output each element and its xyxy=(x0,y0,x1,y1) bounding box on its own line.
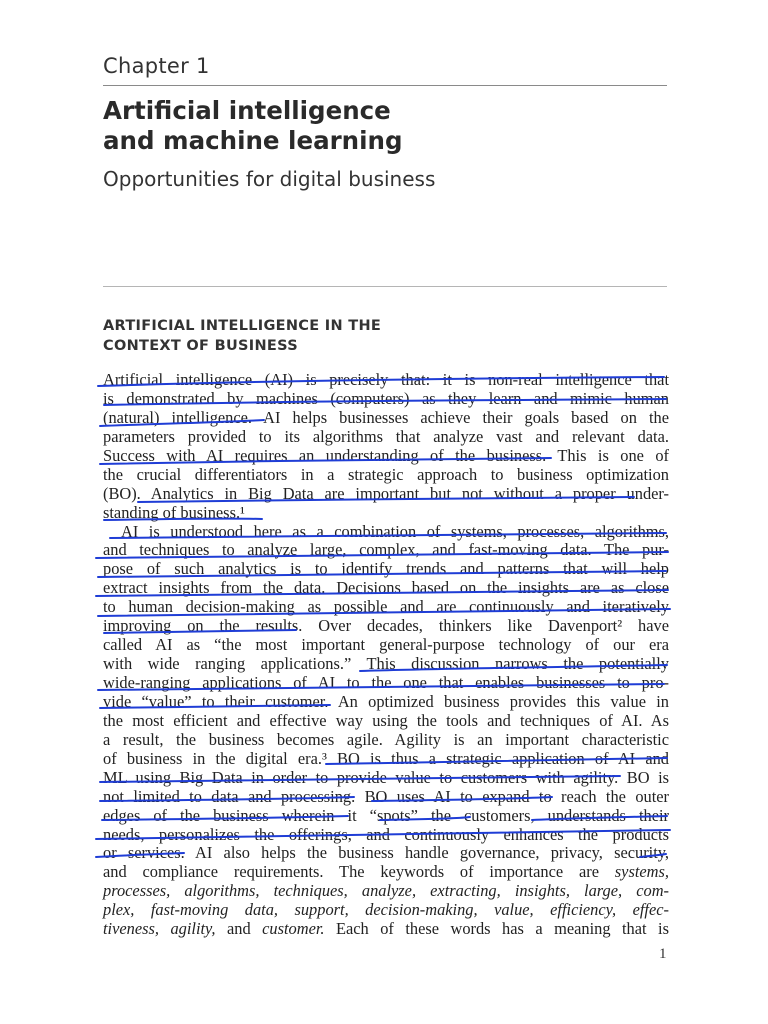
body-line: and compliance requirements. The keywords of importance are xyxy=(103,862,599,882)
body-line: and techniques to analyze large, complex, and fast-moving data. The pur- xyxy=(103,540,669,560)
body-line: AI is understood here as a combination of systems, processes, algorithms, xyxy=(121,521,669,541)
body-line: edges of the business wherein it “spots” the customers, understands their xyxy=(103,805,669,825)
body-line: standing of business.¹ xyxy=(103,502,245,522)
body-line: wide-ranging applications of AI to the one that enables businesses to pro- xyxy=(103,673,669,692)
section-heading xyxy=(103,316,381,356)
section-divider xyxy=(103,286,667,287)
section-heading-line-2: CONTEXT OF BUSINESS xyxy=(103,338,298,354)
body-line: called AI as “the most important general-purpose technology of our era xyxy=(103,635,669,655)
body-line-keywords-lead xyxy=(103,863,669,882)
body-word: and xyxy=(227,919,251,939)
section-heading-line-1: ARTIFICIAL INTELLIGENCE IN THE xyxy=(103,318,382,334)
body-line: improving on the results. Over decades, thinkers like Davenport² have xyxy=(103,616,669,636)
body-line: ML using Big Data in order to provide value to customers with agility. BO is xyxy=(103,767,669,787)
body-line xyxy=(103,920,669,939)
body-line: (BO). Analytics in Big Data are important but not without a proper under- xyxy=(103,483,669,503)
keyword: plex, fast-moving data, support, decision-making, value, efficiency, effec- xyxy=(103,900,669,920)
body-line xyxy=(103,882,669,901)
keyword: systems, xyxy=(614,862,669,882)
body-word: Each of these words has a meaning that is xyxy=(335,919,669,939)
keyword: customer. xyxy=(262,919,325,939)
body-line: to human decision-making as possible and are continuously and iteratively xyxy=(103,597,669,617)
body-line: Success with AI requires an understanding of the business. This is one of xyxy=(103,445,669,465)
header-rule xyxy=(103,85,667,86)
body-line: pose of such analytics is to identify trends and patterns that will help xyxy=(103,559,669,579)
chapter-title xyxy=(103,96,403,156)
keyword: processes, algorithms, techniques, analyze, extracting, insights, large, com- xyxy=(103,881,669,901)
chapter-title-line-1: Artificial intelligence xyxy=(103,96,391,125)
page-number: 1 xyxy=(659,946,667,962)
body-line: is demonstrated by machines (computers) as they learn and mimic human xyxy=(103,388,669,408)
body-line: not limited to data and processing. BO uses AI to expand to reach the outer xyxy=(103,786,669,806)
keyword: tiveness, agility, xyxy=(103,919,216,939)
body-line: vide “value” to their customer. An optimized business provides this value in xyxy=(103,691,669,711)
body-text xyxy=(103,371,669,939)
body-line: the most efficient and effective way using the tools and techniques of AI. As xyxy=(103,710,669,730)
body-line: parameters provided to its algorithms that analyze vast and relevant data. xyxy=(103,426,669,446)
body-line: the crucial differentiators in a strategic approach to business optimization xyxy=(103,464,669,484)
body-line: with wide ranging applications.” This discussion narrows the potentially xyxy=(103,654,669,674)
body-line: Artificial intelligence (AI) is precisely that: it is non-real intelligence that xyxy=(103,370,669,389)
chapter-label: Chapter 1 xyxy=(103,54,210,78)
body-line: needs, personalizes the offerings, and continuously enhances the products xyxy=(103,824,669,844)
body-line xyxy=(103,901,669,920)
chapter-subtitle: Opportunities for digital business xyxy=(103,167,436,191)
body-line: of business in the digital era.³ BO is thus a strategic application of AI and xyxy=(103,748,669,768)
chapter-title-line-2: and machine learning xyxy=(103,126,403,155)
body-line: (natural) intelligence. AI helps businesses achieve their goals based on the xyxy=(103,407,669,427)
body-line: extract insights from the data. Decisions based on the insights are as close xyxy=(103,578,669,598)
body-line: a result, the business becomes agile. Agility is an important characteristic xyxy=(103,729,669,749)
body-line: or services. AI also helps the business handle governance, privacy, security, xyxy=(103,843,669,863)
